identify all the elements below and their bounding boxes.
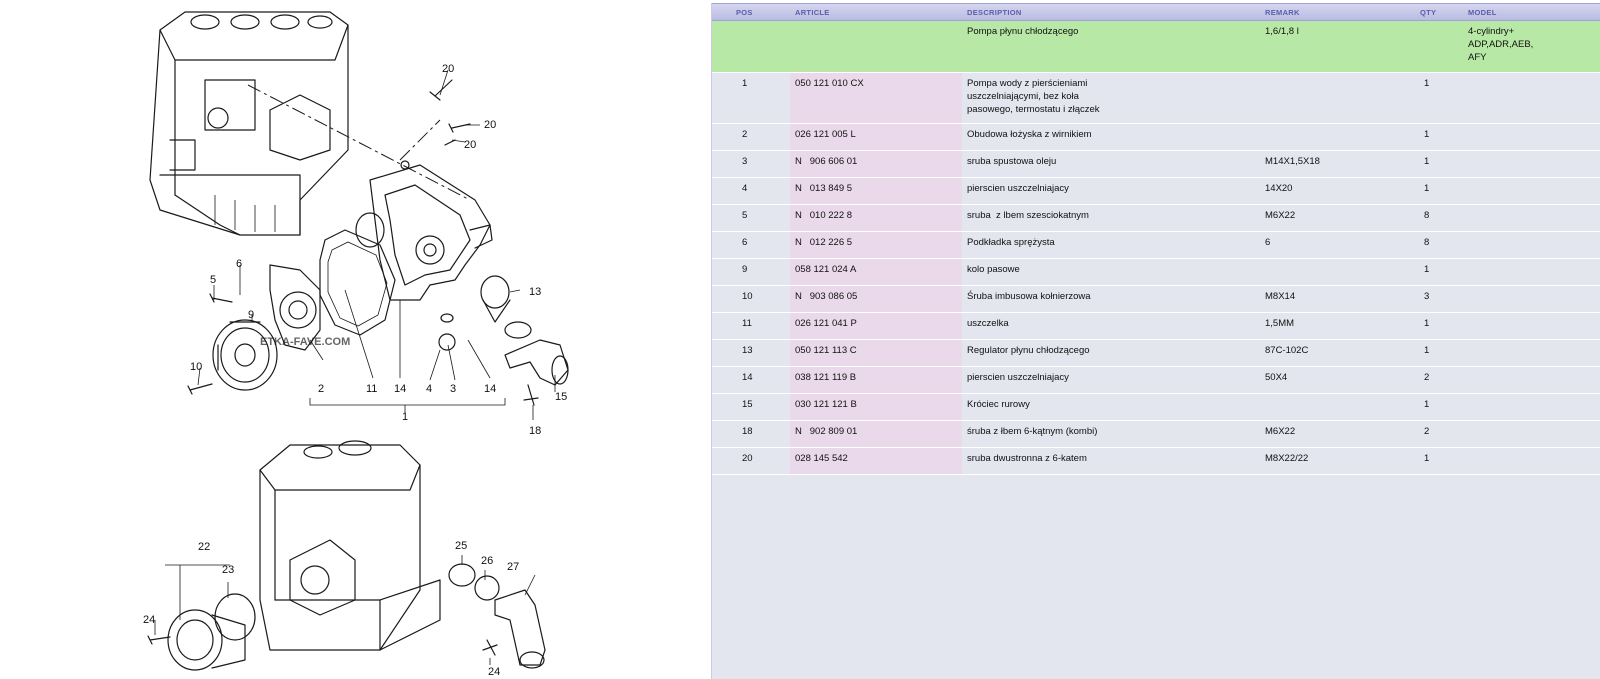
row-article[interactable]: 038 121 119 B (790, 367, 962, 393)
callout-20-c: 20 (464, 139, 477, 151)
watermark: ETKA-FAVE.COM (260, 336, 351, 348)
row-qty: 8 (1424, 237, 1430, 248)
group-pos (712, 21, 790, 72)
table-header (712, 3, 1600, 21)
thermostat-13 (481, 276, 510, 322)
callout-14-b: 14 (484, 383, 497, 395)
row-description: Śruba imbusowa kołnierzowa (967, 291, 1091, 302)
row-model (1463, 421, 1600, 447)
group-remark: 1,6/1,8 l (1265, 26, 1299, 37)
row-description: sruba z lbem szesciokatnym (967, 210, 1089, 221)
row-qty: 1 (1424, 264, 1430, 275)
callout-25: 25 (455, 540, 468, 552)
row-remark (1260, 259, 1415, 285)
row-article[interactable]: N 903 086 05 (790, 286, 962, 312)
row-remark: 1,5MM (1265, 318, 1295, 329)
callout-14-a: 14 (394, 383, 407, 395)
table-row[interactable] (712, 340, 1600, 367)
table-group-header-row[interactable] (712, 21, 1600, 73)
parts-table (711, 3, 1600, 679)
row-description: Regulator płynu chłodzącego (967, 345, 1090, 356)
callout-23: 23 (222, 564, 235, 576)
row-model (1463, 232, 1600, 258)
row-article[interactable]: 026 121 041 P (790, 313, 962, 339)
callout-15: 15 (555, 391, 568, 403)
callout-4: 4 (426, 383, 433, 395)
table-row[interactable] (712, 394, 1600, 421)
row-remark: 6 (1265, 237, 1271, 248)
table-row[interactable] (712, 259, 1600, 286)
column-header-model[interactable]: MODEL (1468, 7, 1497, 17)
row-article[interactable]: 030 121 121 B (790, 394, 962, 420)
row-article[interactable]: 050 121 113 C (790, 340, 962, 366)
row-description: sruba dwustronna z 6-katem (967, 453, 1087, 464)
row-remark: 50X4 (1265, 372, 1288, 383)
row-model (1463, 205, 1600, 231)
row-remark: M6X22 (1265, 210, 1296, 221)
table-row[interactable] (712, 178, 1600, 205)
row-pos: 10 (742, 291, 753, 302)
gasket-11 (320, 230, 395, 335)
row-article[interactable]: N 906 606 01 (790, 151, 962, 177)
exploded-view-drawing (0, 0, 710, 679)
table-row[interactable] (712, 205, 1600, 232)
column-header-article[interactable]: ARTICLE (795, 7, 830, 17)
row-description: Króciec rurowy (967, 399, 1030, 410)
table-row[interactable] (712, 151, 1600, 178)
column-header-remark[interactable]: REMARK (1265, 7, 1300, 17)
row-qty: 1 (1424, 129, 1430, 140)
callout-20-a: 20 (442, 63, 455, 75)
row-pos: 2 (742, 129, 748, 140)
row-article[interactable]: 050 121 010 CX (790, 73, 962, 123)
row-remark (1260, 73, 1415, 123)
row-model (1463, 394, 1600, 420)
water-pump-22 (168, 594, 255, 670)
pulley-9 (213, 320, 277, 390)
column-header-qty[interactable]: QTY (1420, 7, 1437, 17)
row-remark: M6X22 (1265, 426, 1296, 437)
group-article (790, 21, 962, 72)
row-description: kolo pasowe (967, 264, 1020, 275)
callout-20-b: 20 (484, 119, 497, 131)
callout-2: 2 (318, 383, 325, 395)
row-description: śruba z łbem 6-kątnym (kombi) (967, 426, 1098, 437)
row-qty: 2 (1424, 372, 1430, 383)
column-header-pos[interactable]: POS (736, 7, 753, 17)
row-model (1463, 286, 1600, 312)
table-row[interactable] (712, 421, 1600, 448)
callout-11: 11 (366, 383, 378, 395)
row-model (1463, 448, 1600, 474)
row-description: uszczelka (967, 318, 1009, 329)
row-description: Pompa wody z pierścieniami uszczelniającymi, bez koła pasowego, termostatu i złączek (967, 78, 1100, 115)
row-remark (1260, 124, 1415, 150)
callout-9: 9 (248, 309, 255, 321)
table-row[interactable] (712, 313, 1600, 340)
row-qty: 1 (1424, 453, 1430, 464)
pump-housing (370, 161, 492, 300)
table-row[interactable] (712, 73, 1600, 124)
row-pos: 18 (742, 426, 753, 437)
row-description: Obudowa łożyska z wirnikiem (967, 129, 1092, 140)
row-qty: 1 (1424, 345, 1430, 356)
callout-3: 3 (450, 383, 457, 395)
row-pos: 14 (742, 372, 753, 383)
row-pos: 3 (742, 156, 748, 167)
row-description: pierscien uszczelniajacy (967, 372, 1069, 383)
row-remark: M8X14 (1265, 291, 1296, 302)
row-description: Podkładka sprężysta (967, 237, 1055, 248)
table-row[interactable] (712, 124, 1600, 151)
row-model (1463, 178, 1600, 204)
callout-24-a: 24 (143, 614, 156, 626)
row-model (1463, 313, 1600, 339)
callout-26: 26 (481, 555, 494, 567)
row-qty: 1 (1424, 318, 1430, 329)
group-model: 4-cylindry+ ADP,ADR,AEB, AFY (1468, 26, 1534, 63)
engine-block-lower (260, 441, 440, 650)
row-qty: 8 (1424, 210, 1430, 221)
parts-diagram (0, 0, 710, 679)
row-description: pierscien uszczelniajacy (967, 183, 1069, 194)
callout-18: 18 (529, 425, 542, 437)
row-remark: 87C-102C (1265, 345, 1309, 356)
table-row[interactable] (712, 448, 1600, 475)
row-article[interactable]: 058 121 024 A (790, 259, 962, 285)
row-pos: 1 (742, 78, 748, 89)
pipe-connector-27 (495, 590, 545, 668)
callout-22: 22 (198, 541, 211, 553)
row-pos: 11 (742, 318, 752, 329)
row-qty: 1 (1424, 399, 1430, 410)
row-model (1463, 73, 1600, 123)
table-row[interactable] (712, 286, 1600, 313)
callout-10: 10 (190, 361, 203, 373)
row-model (1463, 259, 1600, 285)
row-pos: 4 (742, 183, 748, 194)
row-qty: 3 (1424, 291, 1430, 302)
engine-block-upper (150, 12, 348, 235)
callout-27: 27 (507, 561, 520, 573)
table-row[interactable] (712, 232, 1600, 259)
row-remark: M14X1,5X18 (1265, 156, 1320, 167)
row-pos: 9 (742, 264, 748, 275)
row-pos: 6 (742, 237, 748, 248)
callout-6: 6 (236, 258, 243, 270)
row-pos: 15 (742, 399, 753, 410)
row-model (1463, 151, 1600, 177)
row-article[interactable]: 028 145 542 (790, 448, 962, 474)
row-article[interactable]: N 902 809 01 (790, 421, 962, 447)
row-remark: M8X22/22 (1265, 453, 1309, 464)
row-article[interactable]: N 010 222 8 (790, 205, 962, 231)
seal-ring-14 (356, 213, 384, 247)
callout-13: 13 (529, 286, 542, 298)
callout-5: 5 (210, 274, 217, 286)
row-remark: 14X20 (1265, 183, 1293, 194)
row-qty: 1 (1424, 183, 1430, 194)
callout-1: 1 (402, 411, 409, 423)
row-model (1463, 367, 1600, 393)
row-article[interactable]: N 012 226 5 (790, 232, 962, 258)
row-qty: 1 (1424, 156, 1430, 167)
row-model (1463, 340, 1600, 366)
group-description: Pompa płynu chłodzącego (967, 26, 1079, 37)
pipe-elbow-15 (505, 340, 568, 385)
table-row[interactable] (712, 367, 1600, 394)
row-pos: 20 (742, 453, 753, 464)
group-qty (1415, 21, 1463, 72)
row-qty: 2 (1424, 426, 1430, 437)
row-pos: 13 (742, 345, 753, 356)
row-model (1463, 124, 1600, 150)
column-header-description[interactable]: DESCRIPTION (967, 7, 1022, 17)
row-article[interactable]: 026 121 005 L (790, 124, 962, 150)
row-pos: 5 (742, 210, 748, 221)
callout-24-b: 24 (488, 666, 501, 678)
row-description: sruba spustowa oleju (967, 156, 1057, 167)
row-qty: 1 (1424, 78, 1430, 89)
row-remark (1260, 394, 1415, 420)
row-article[interactable]: N 013 849 5 (790, 178, 962, 204)
